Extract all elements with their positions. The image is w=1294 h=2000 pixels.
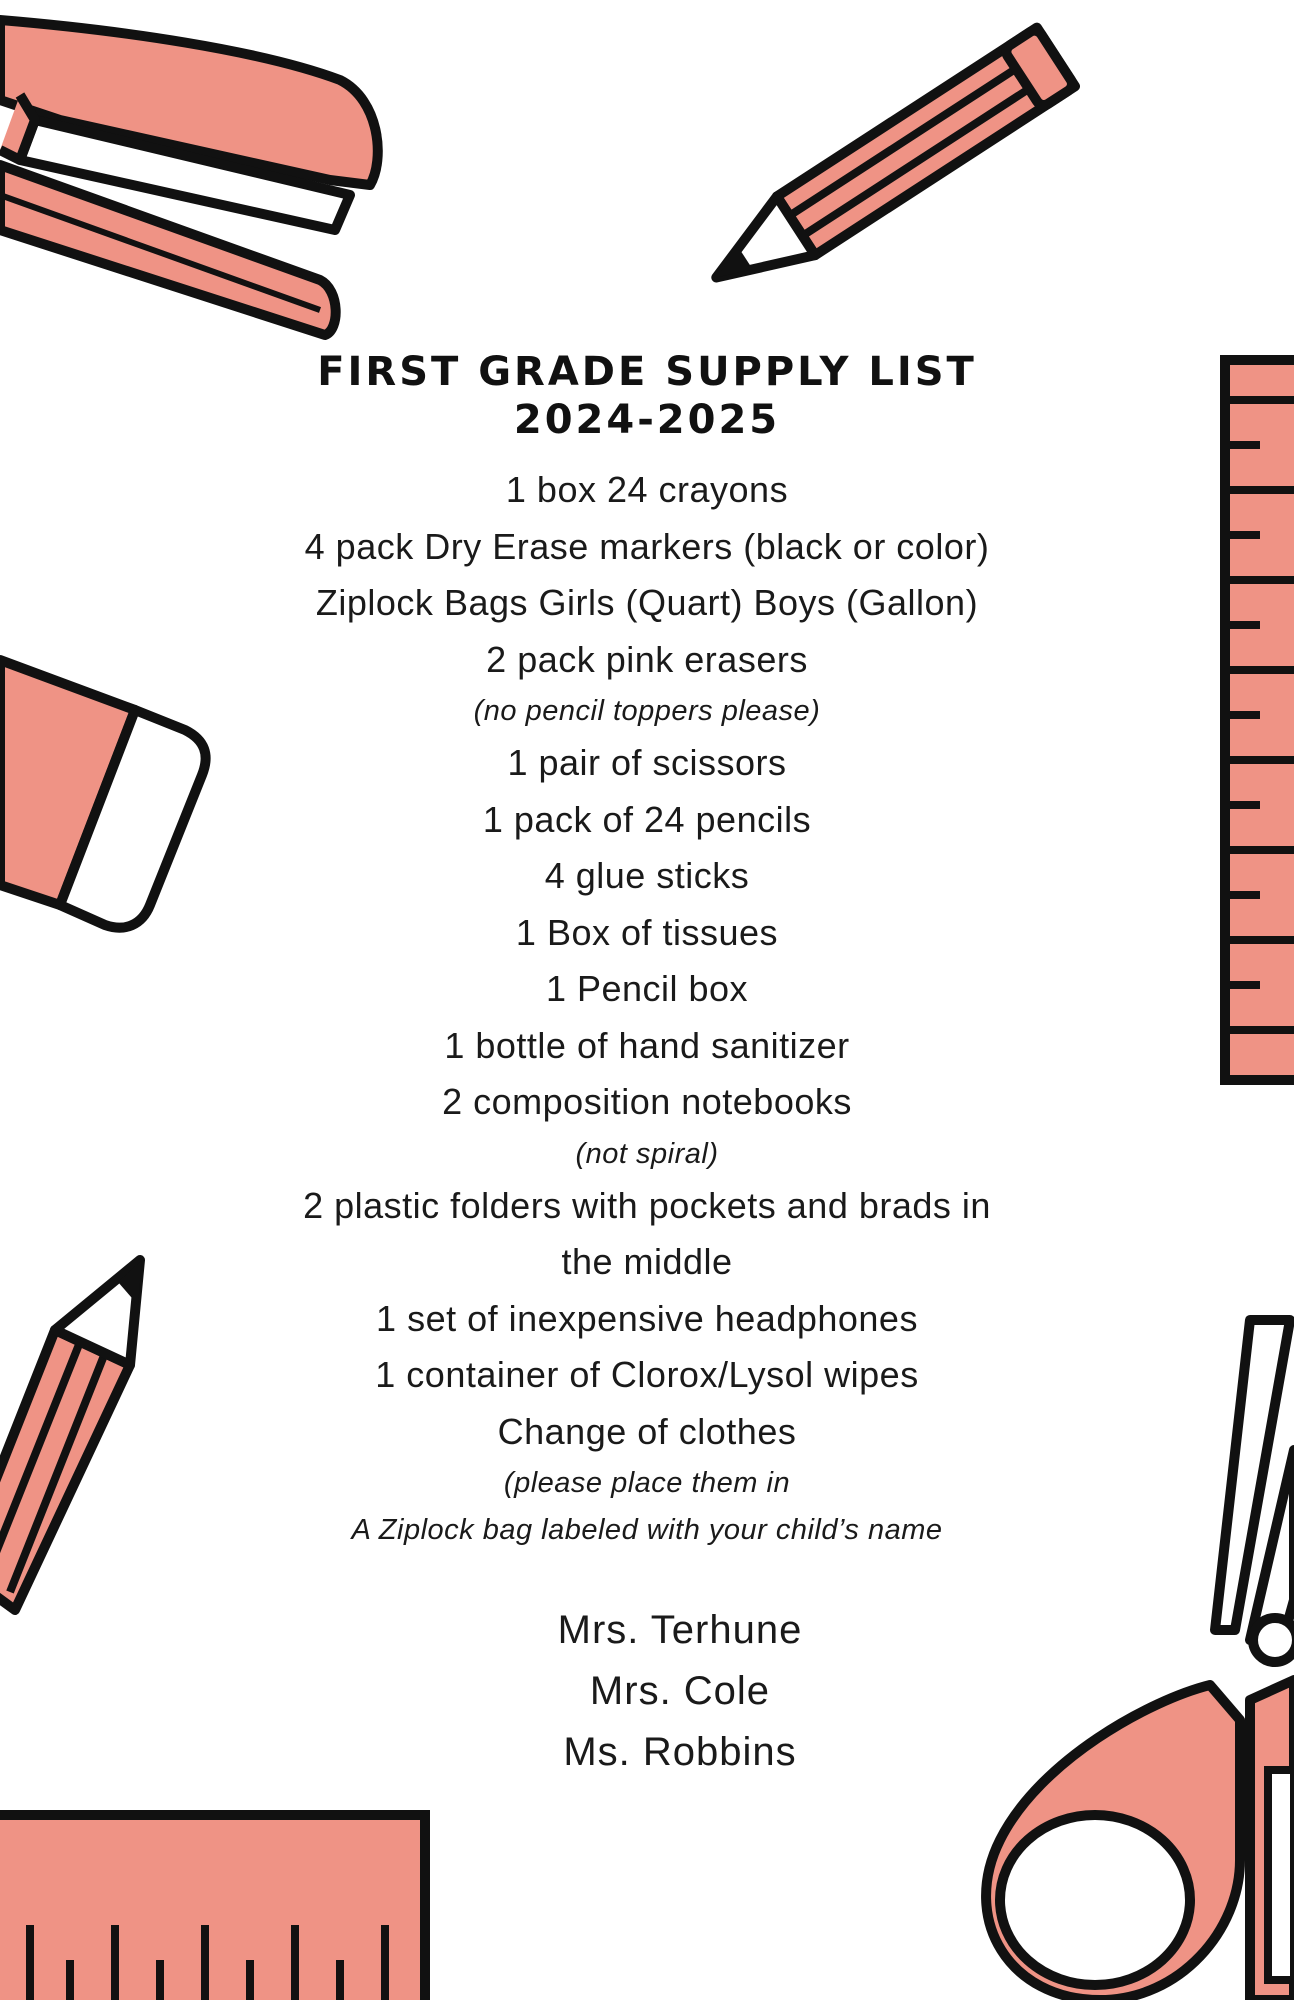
list-item: 1 bottle of hand sanitizer bbox=[444, 1024, 850, 1066]
list-item: 1 Box of tissues bbox=[515, 911, 779, 953]
teacher-name: Ms. Robbins bbox=[563, 1730, 797, 1774]
list-item: 1 container of Clorox/Lysol wipes bbox=[375, 1354, 919, 1395]
stapler-icon bbox=[0, 0, 400, 360]
pencil-icon bbox=[0, 1250, 160, 1590]
list-item: 1 pair of scissors bbox=[507, 742, 787, 783]
ruler-icon bbox=[0, 1810, 435, 2000]
list-item: 4 glue sticks bbox=[544, 855, 750, 896]
list-item: 1 set of inexpensive headphones bbox=[376, 1297, 918, 1339]
list-note: (please place them in bbox=[503, 1467, 791, 1499]
list-note: A Ziplock bag labeled with your child’s name bbox=[351, 1514, 943, 1546]
teacher-list bbox=[360, 1600, 1000, 1783]
list-item: 1 box 24 crayons bbox=[505, 469, 789, 510]
list-item: Change of clothes bbox=[497, 1410, 797, 1452]
page-subtitle-year: 2024-2025 bbox=[513, 397, 781, 443]
list-item: 2 composition notebooks bbox=[442, 1081, 852, 1122]
page-title: FIRST GRADE SUPPLY LIST bbox=[317, 349, 977, 395]
list-item: Ziplock Bags Girls (Quart) Boys (Gallon) bbox=[315, 582, 979, 623]
teacher-name: Mrs. Cole bbox=[589, 1669, 771, 1713]
list-note: (no pencil toppers please) bbox=[473, 695, 821, 727]
list-item: 2 pack pink erasers bbox=[486, 638, 808, 680]
list-item: 1 pack of 24 pencils bbox=[482, 798, 812, 840]
pencil-icon bbox=[715, 15, 1095, 295]
list-item: 4 pack Dry Erase markers (black or color) bbox=[304, 525, 990, 567]
ruler-icon bbox=[1220, 355, 1294, 1085]
list-note: (not spiral) bbox=[575, 1137, 719, 1170]
list-item: the middle bbox=[561, 1241, 733, 1282]
teacher-name: Mrs. Terhune bbox=[557, 1608, 803, 1652]
list-item: 1 Pencil box bbox=[545, 968, 749, 1009]
supply-list bbox=[160, 462, 1134, 1554]
list-item: 2 plastic folders with pockets and brads in bbox=[303, 1184, 991, 1226]
